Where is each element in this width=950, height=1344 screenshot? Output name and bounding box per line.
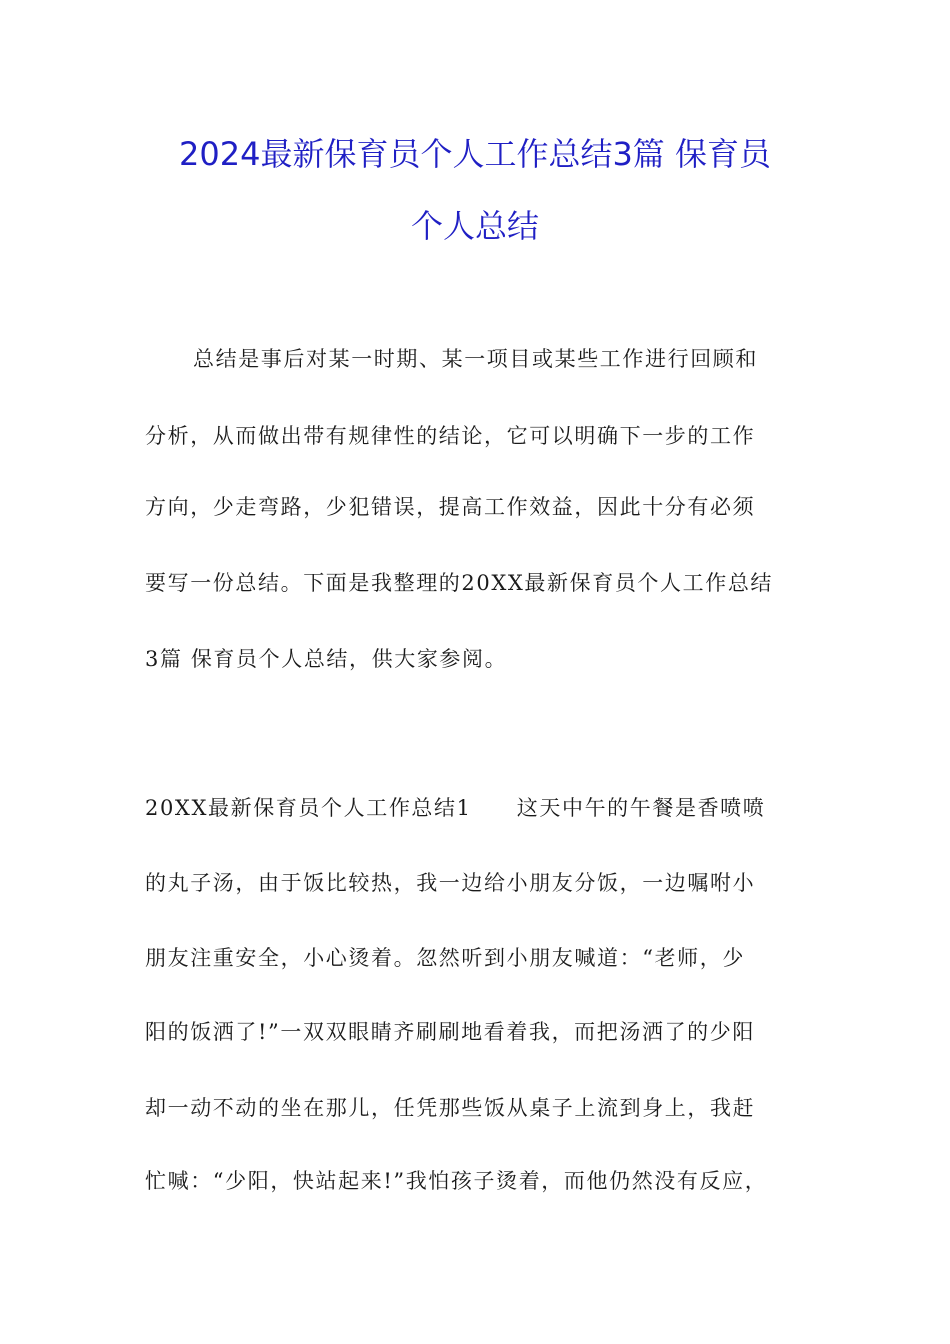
- intro-paragraph-line: 分析，从而做出带有规律性的结论，它可以明确下一步的工作: [145, 424, 756, 448]
- section-1-line: 的丸子汤，由于饭比较热，我一边给小朋友分饭，一边嘱咐小: [145, 871, 756, 895]
- document-title-line-2: 个人总结: [410, 207, 539, 245]
- intro-paragraph-line: 要写一份总结。下面是我整理的20XX最新保育员个人工作总结: [145, 571, 774, 595]
- intro-paragraph-line: 总结是事后对某一时期、某一项目或某些工作进行回顾和: [193, 347, 758, 371]
- section-1-line: 忙喊：“少阳，快站起来!”我怕孩子烫着，而他仍然没有反应，: [145, 1169, 768, 1193]
- section-1-line: 20XX最新保育员个人工作总结1 这天中午的午餐是香喷喷: [145, 796, 766, 820]
- intro-paragraph-line: 3篇 保育员个人总结，供大家参阅。: [145, 647, 508, 671]
- section-1-line: 阳的饭洒了!”一双双眼睛齐刷刷地看着我，而把汤洒了的少阳: [145, 1020, 755, 1044]
- section-1-line: 朋友注重安全，小心烫着。忽然听到小朋友喊道：“老师，少: [145, 946, 745, 970]
- intro-paragraph-line: 方向，少走弯路，少犯错误，提高工作效益，因此十分有必须: [145, 495, 756, 519]
- section-1-line: 却一动不动的坐在那儿，任凭那些饭从桌子上流到身上，我赶: [145, 1096, 756, 1120]
- document-title-line-1: 2024最新保育员个人工作总结3篇 保育员: [179, 135, 771, 173]
